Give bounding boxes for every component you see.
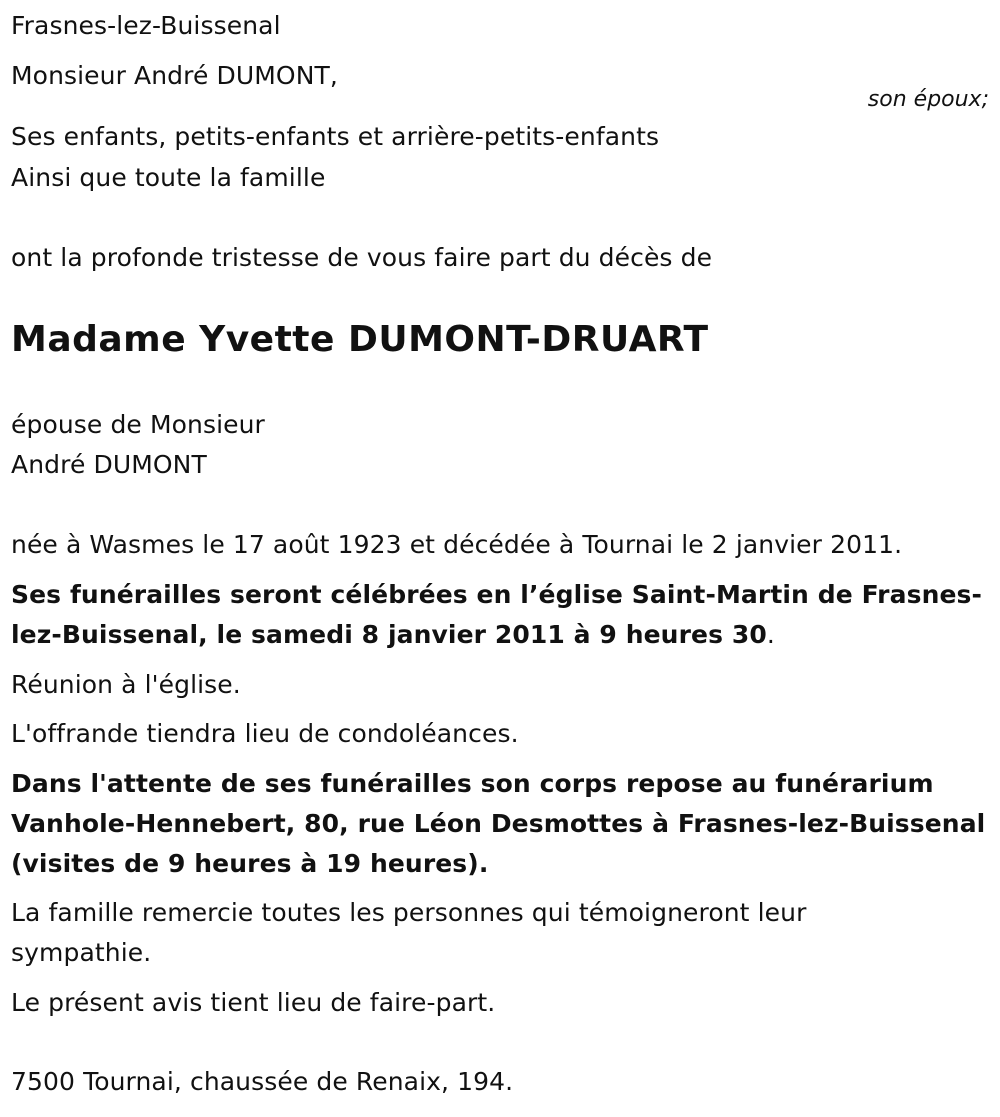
- repose-line-1: Dans l'attente de ses funérailles son corps repose au funérarium: [11, 769, 934, 798]
- spouse-of-line-2: André DUMONT: [11, 450, 207, 479]
- spouse-line: Monsieur André DUMONT,: [11, 61, 338, 90]
- funeral-line-2-wrap: [11, 615, 775, 655]
- repose-line-2: Vanhole-Hennebert, 80, rue Léon Desmottes à Frasnes-lez-Buissenal: [11, 809, 986, 838]
- thanks-line-1: La famille remercie toutes les personnes qui témoigneront leur: [11, 898, 807, 927]
- birth-death-line: née à Wasmes le 17 août 1923 et décédée à Tournai le 2 janvier 2011.: [11, 530, 903, 559]
- family-line-2: Ainsi que toute la famille: [11, 163, 326, 192]
- intro-line: ont la profonde tristesse de vous faire part du décès de: [11, 243, 713, 272]
- notice-line: Le présent avis tient lieu de faire-part.: [11, 988, 496, 1017]
- funeral-line-2-period: .: [766, 620, 775, 649]
- meeting-line: Réunion à l'église.: [11, 670, 241, 699]
- thanks-line-2: sympathie.: [11, 938, 152, 967]
- funeral-line-1: Ses funérailles seront célébrées en l’église Saint-Martin de Frasnes-: [11, 580, 982, 609]
- spouse-of-line-1: épouse de Monsieur: [11, 410, 265, 439]
- address-line: 7500 Tournai, chaussée de Renaix, 194.: [11, 1067, 514, 1096]
- deceased-name: Madame Yvette DUMONT-DRUART: [11, 319, 709, 360]
- funeral-line-2: lez-Buissenal, le samedi 8 janvier 2011 à 9 heures 30: [11, 620, 767, 649]
- offering-line: L'offrande tiendra lieu de condoléances.: [11, 719, 519, 748]
- location-line: Frasnes-lez-Buissenal: [11, 11, 281, 40]
- family-line-1: Ses enfants, petits-enfants et arrière-petits-enfants: [11, 122, 660, 151]
- repose-line-3: (visites de 9 heures à 19 heures).: [11, 849, 489, 878]
- spouse-role: son époux;: [867, 87, 989, 112]
